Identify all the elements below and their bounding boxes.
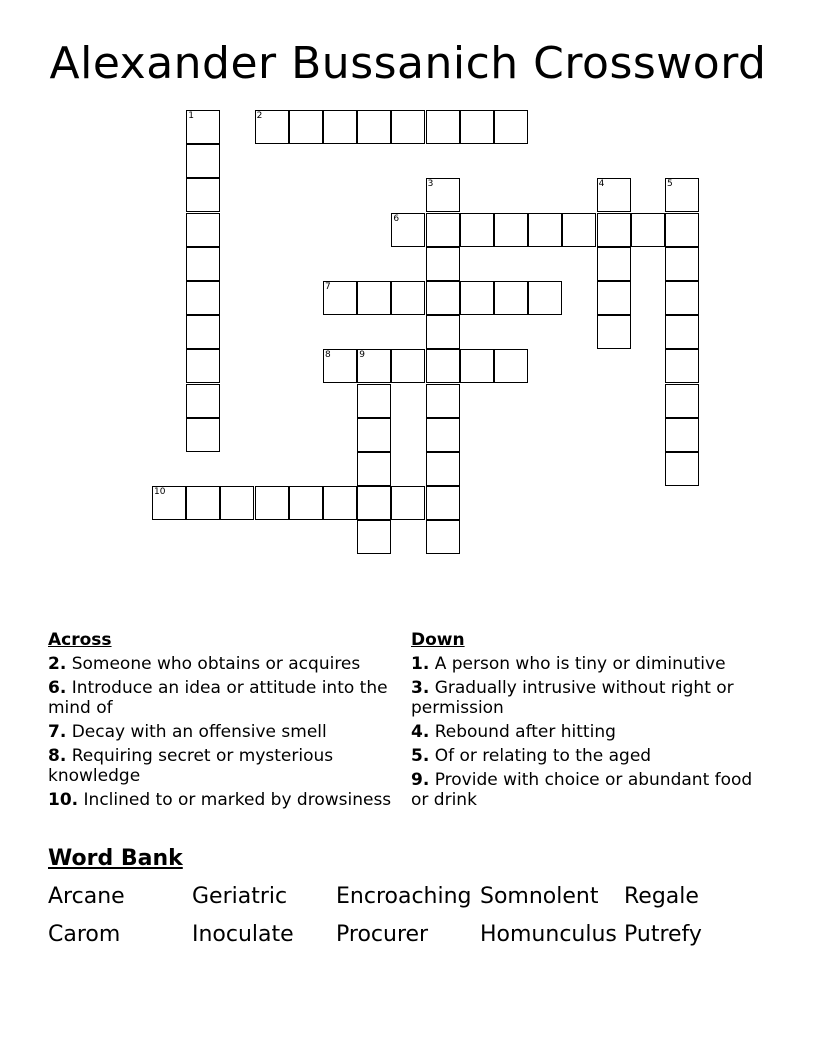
grid-cell[interactable] — [186, 144, 220, 178]
grid-cell[interactable] — [665, 281, 699, 315]
down-clues — [411, 630, 756, 814]
grid-cell[interactable] — [494, 110, 528, 144]
grid-cell[interactable] — [186, 349, 220, 383]
grid-cell[interactable] — [597, 247, 631, 281]
clue-text: Introduce an idea or attitude into the mind of — [48, 678, 388, 718]
grid-cell[interactable] — [426, 281, 460, 315]
word-bank-word: Procurer — [336, 922, 429, 947]
clue-number-label: 4 — [598, 179, 605, 190]
clue-number: 10. — [48, 790, 79, 810]
grid-cell[interactable] — [597, 178, 631, 212]
clue-text: Requiring secret or mysterious knowledge — [48, 746, 334, 786]
grid-cell[interactable] — [357, 349, 391, 383]
clue-number-label: 9 — [359, 350, 365, 361]
clue-number-label: 10 — [154, 487, 166, 498]
clue-across-7 — [48, 722, 393, 742]
grid-cell[interactable] — [357, 452, 391, 486]
word-bank-word: Inoculate — [192, 922, 294, 947]
grid-cell[interactable] — [665, 349, 699, 383]
grid-cell[interactable] — [494, 281, 528, 315]
grid-cell[interactable] — [357, 110, 391, 144]
grid-cell[interactable] — [255, 486, 289, 520]
clue-number-label: 6 — [393, 213, 400, 224]
grid-cell[interactable] — [391, 213, 425, 247]
word-bank-word: Regale — [624, 884, 699, 909]
grid-cell[interactable] — [460, 110, 494, 144]
grid-cell[interactable] — [426, 315, 460, 349]
clue-number-label: 2 — [256, 111, 263, 121]
grid-cell[interactable] — [186, 178, 220, 212]
grid-cell[interactable] — [426, 520, 460, 554]
grid-cell[interactable] — [494, 349, 528, 383]
grid-cell[interactable] — [460, 349, 494, 383]
clue-across-6 — [48, 678, 393, 718]
grid-cell[interactable] — [631, 213, 665, 247]
down-heading: Down — [411, 630, 465, 650]
grid-cell[interactable] — [426, 349, 460, 383]
grid-cell[interactable] — [220, 486, 254, 520]
clue-across-8 — [48, 746, 393, 786]
grid-cell[interactable] — [289, 486, 323, 520]
grid-cell[interactable] — [186, 247, 220, 281]
clue-number: 5. — [411, 746, 430, 766]
clue-number: 7. — [48, 722, 67, 742]
grid-cell[interactable] — [323, 349, 357, 383]
clue-number: 9. — [411, 770, 430, 790]
grid-cell[interactable] — [426, 213, 460, 247]
grid-cell[interactable] — [426, 247, 460, 281]
grid-cell[interactable] — [152, 486, 186, 520]
grid-cell[interactable] — [357, 418, 391, 452]
grid-cell[interactable] — [597, 213, 631, 247]
grid-cell[interactable] — [186, 418, 220, 452]
grid-cell[interactable] — [323, 110, 357, 144]
clue-down-5 — [411, 746, 756, 766]
clue-number-label: 8 — [325, 350, 331, 361]
grid-cell[interactable] — [665, 247, 699, 281]
clue-number: 8. — [48, 746, 67, 766]
clue-number-label: 5 — [667, 179, 673, 190]
clue-down-3 — [411, 678, 756, 718]
across-clues — [48, 630, 393, 814]
word-bank-word: Carom — [48, 922, 121, 947]
grid-cell[interactable] — [665, 315, 699, 349]
grid-cell[interactable] — [426, 384, 460, 418]
grid-cell[interactable] — [391, 110, 425, 144]
grid-cell[interactable] — [460, 281, 494, 315]
clue-number-label: 1 — [188, 111, 194, 121]
grid-cell[interactable] — [186, 213, 220, 247]
word-bank-word: Encroaching — [336, 884, 472, 909]
grid-cell[interactable] — [597, 315, 631, 349]
clue-down-1 — [411, 654, 756, 674]
across-heading: Across — [48, 630, 112, 650]
word-bank-word: Somnolent — [480, 884, 599, 909]
clue-text: Inclined to or marked by drowsiness — [83, 790, 392, 810]
grid-cell[interactable] — [289, 110, 323, 144]
grid-cell[interactable] — [494, 213, 528, 247]
page-title: Alexander Bussanich Crossword — [49, 38, 767, 89]
grid-cell[interactable] — [426, 452, 460, 486]
grid-cell[interactable] — [186, 486, 220, 520]
word-bank-word: Arcane — [48, 884, 125, 909]
grid-cell[interactable] — [391, 281, 425, 315]
grid-cell[interactable] — [426, 178, 460, 212]
grid-cell[interactable] — [528, 281, 562, 315]
grid-cell[interactable] — [391, 486, 425, 520]
clue-text: A person who is tiny or diminutive — [434, 654, 726, 674]
grid-cell[interactable] — [460, 213, 494, 247]
clue-number: 2. — [48, 654, 67, 674]
grid-cell[interactable] — [357, 384, 391, 418]
word-bank-word: Homunculus — [480, 922, 617, 947]
grid-cell[interactable] — [665, 213, 699, 247]
clue-number: 1. — [411, 654, 430, 674]
clue-number-label: 3 — [427, 179, 434, 190]
clue-number: 3. — [411, 678, 430, 698]
clue-down-9 — [411, 770, 756, 810]
grid-cell[interactable] — [323, 486, 357, 520]
grid-cell[interactable] — [665, 452, 699, 486]
clue-number: 4. — [411, 722, 430, 742]
clue-down-4 — [411, 722, 756, 742]
grid-cell[interactable] — [186, 384, 220, 418]
clue-text: Provide with choice or abundant food or drink — [411, 770, 753, 810]
clue-across-2 — [48, 654, 393, 674]
clue-text: Gradually intrusive without right or permission — [411, 678, 734, 718]
grid-cell[interactable] — [357, 486, 391, 520]
grid-cell[interactable] — [528, 213, 562, 247]
grid-cell[interactable] — [665, 384, 699, 418]
grid-cell[interactable] — [562, 213, 596, 247]
grid-cell[interactable] — [391, 349, 425, 383]
grid-cell[interactable] — [426, 110, 460, 144]
clue-number-label: 7 — [325, 282, 331, 292]
grid-cell[interactable] — [597, 281, 631, 315]
grid-cell[interactable] — [426, 486, 460, 520]
grid-cell[interactable] — [186, 315, 220, 349]
clue-number: 6. — [48, 678, 67, 698]
grid-cell[interactable] — [186, 110, 220, 144]
grid-cell[interactable] — [665, 178, 699, 212]
clue-across-10 — [48, 790, 393, 810]
clue-text: Someone who obtains or acquires — [71, 654, 361, 674]
grid-cell[interactable] — [357, 281, 391, 315]
grid-cell[interactable] — [186, 281, 220, 315]
word-bank-word: Geriatric — [192, 884, 288, 909]
grid-cell[interactable] — [357, 520, 391, 554]
grid-cell[interactable] — [665, 418, 699, 452]
grid-cell[interactable] — [323, 281, 357, 315]
grid-cell[interactable] — [255, 110, 289, 144]
clue-text: Decay with an offensive smell — [71, 722, 327, 742]
clue-text: Of or relating to the aged — [434, 746, 652, 766]
word-bank-title: Word Bank — [48, 846, 183, 871]
grid-cell[interactable] — [426, 418, 460, 452]
word-bank-word: Putrefy — [624, 922, 702, 947]
clue-text: Rebound after hitting — [434, 722, 616, 742]
